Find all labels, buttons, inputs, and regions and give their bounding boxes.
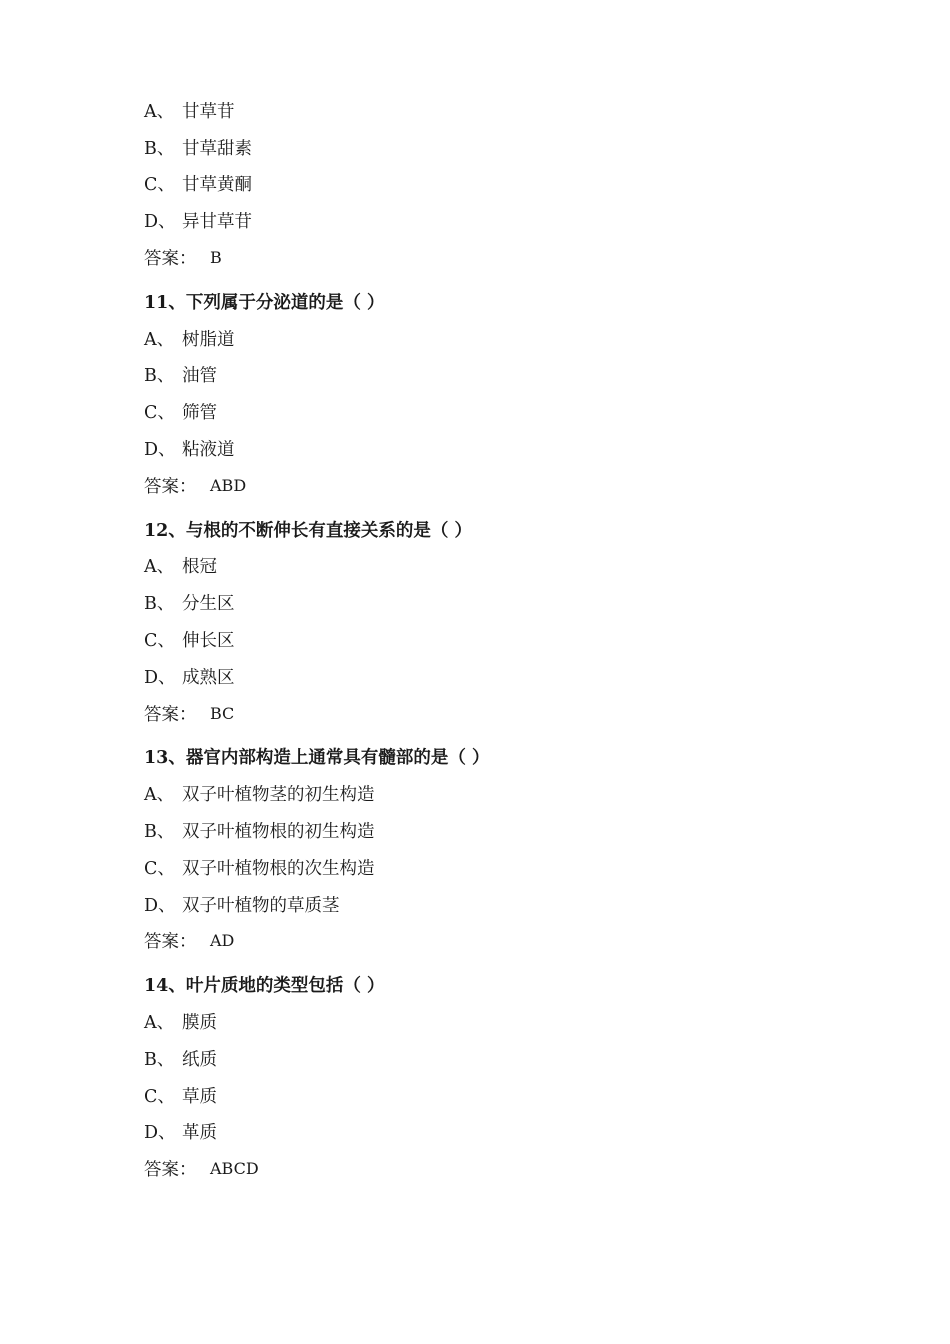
option-a [144, 320, 824, 357]
option-letter: A、 [144, 101, 175, 122]
option-text: 伸长区 [182, 631, 235, 652]
option-text: 革质 [182, 1123, 217, 1144]
option-letter: D、 [144, 1123, 176, 1144]
option-d [144, 430, 824, 467]
answer-label: 答案： [144, 249, 197, 270]
option-letter: C、 [144, 858, 175, 879]
answer-line [144, 923, 824, 960]
option-c [144, 621, 824, 658]
option-b [144, 129, 824, 166]
option-letter: D、 [144, 212, 176, 233]
question-block [144, 739, 824, 960]
question-text: 下列属于分泌道的是（ ） [185, 292, 385, 313]
option-text: 成熟区 [182, 667, 235, 688]
answer-value: AD [210, 931, 235, 951]
option-text: 双子叶植物根的次生构造 [182, 858, 375, 879]
option-letter: B、 [144, 138, 175, 159]
document-page [144, 92, 824, 1187]
answer-label: 答案： [144, 704, 197, 725]
question-number: 14、 [144, 976, 186, 997]
option-c [144, 393, 824, 430]
option-text: 油管 [182, 366, 217, 387]
option-c [144, 1077, 824, 1114]
option-text: 甘草甜素 [182, 138, 252, 159]
question-block [144, 92, 824, 276]
option-letter: A、 [144, 557, 175, 578]
option-letter: B、 [144, 822, 175, 843]
option-d [144, 658, 824, 695]
option-text: 纸质 [182, 1049, 217, 1070]
question-title [144, 511, 824, 548]
option-text: 甘草苷 [182, 101, 235, 122]
option-text: 草质 [182, 1086, 217, 1107]
answer-label: 答案： [144, 932, 197, 953]
option-text: 分生区 [182, 594, 235, 615]
option-b [144, 357, 824, 394]
option-letter: C、 [144, 631, 175, 652]
option-b [144, 1040, 824, 1077]
question-number: 11、 [144, 292, 186, 313]
question-block [144, 511, 824, 732]
option-letter: A、 [144, 785, 175, 806]
option-text: 粘液道 [182, 440, 235, 461]
option-c [144, 166, 824, 203]
option-letter: B、 [144, 594, 175, 615]
option-letter: C、 [144, 1086, 175, 1107]
option-letter: D、 [144, 895, 176, 916]
option-a [144, 1003, 824, 1040]
answer-label: 答案： [144, 1160, 197, 1181]
option-b [144, 812, 824, 849]
question-number: 12、 [144, 520, 186, 541]
answer-line [144, 467, 824, 504]
answer-line [144, 1150, 824, 1187]
option-text: 树脂道 [182, 329, 235, 350]
option-text: 根冠 [182, 557, 217, 578]
answer-value: BC [210, 703, 235, 723]
question-block [144, 283, 824, 504]
option-text: 甘草黄酮 [182, 175, 252, 196]
option-text: 膜质 [182, 1013, 217, 1034]
option-text: 双子叶植物茎的初生构造 [182, 785, 375, 806]
question-text: 与根的不断伸长有直接关系的是（ ） [185, 520, 472, 541]
question-text: 叶片质地的类型包括（ ） [185, 976, 385, 997]
option-d [144, 1114, 824, 1151]
option-text: 筛管 [182, 403, 217, 424]
answer-value: B [210, 248, 222, 268]
question-number: 13、 [144, 748, 186, 769]
option-d [144, 202, 824, 239]
question-title [144, 283, 824, 320]
answer-line [144, 239, 824, 276]
option-a [144, 775, 824, 812]
option-b [144, 584, 824, 621]
option-text: 双子叶植物的草质茎 [182, 895, 340, 916]
option-letter: A、 [144, 329, 175, 350]
answer-value: ABD [210, 475, 247, 495]
option-letter: A、 [144, 1013, 175, 1034]
option-letter: D、 [144, 667, 176, 688]
option-a [144, 548, 824, 585]
option-letter: B、 [144, 1049, 175, 1070]
answer-value: ABCD [210, 1159, 259, 1179]
question-title [144, 966, 824, 1003]
option-letter: B、 [144, 366, 175, 387]
option-letter: D、 [144, 440, 176, 461]
option-d [144, 886, 824, 923]
option-letter: C、 [144, 403, 175, 424]
answer-label: 答案： [144, 476, 197, 497]
option-a [144, 92, 824, 129]
option-c [144, 849, 824, 886]
question-text: 器官内部构造上通常具有髓部的是（ ） [185, 748, 490, 769]
question-title [144, 739, 824, 776]
option-text: 异甘草苷 [182, 212, 252, 233]
question-block [144, 966, 824, 1187]
option-letter: C、 [144, 175, 175, 196]
option-text: 双子叶植物根的初生构造 [182, 822, 375, 843]
answer-line [144, 695, 824, 732]
